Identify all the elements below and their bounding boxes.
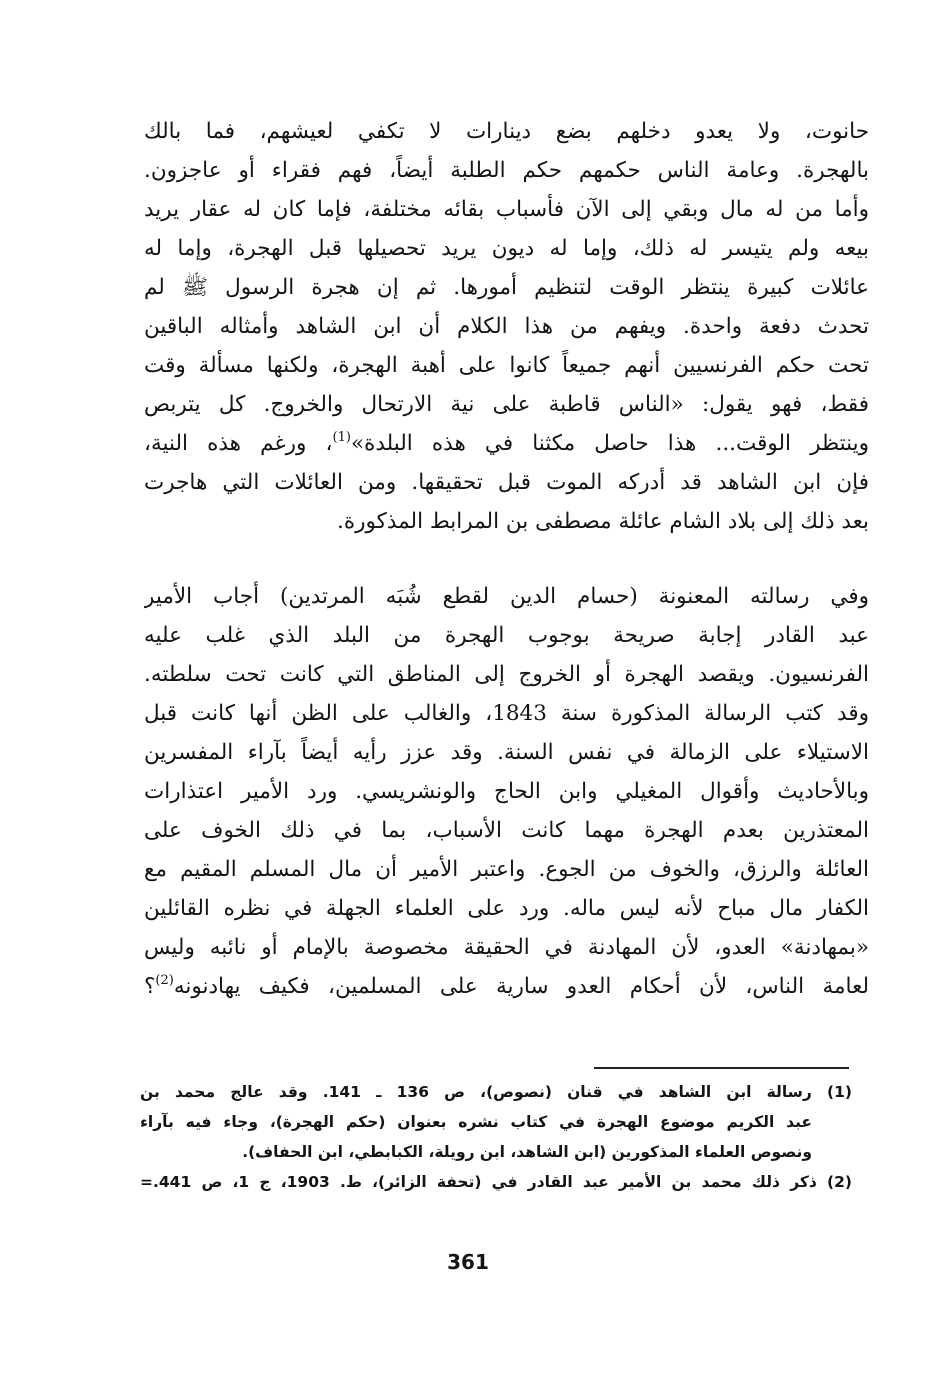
text-line: تحت حكم الفرنسيين أنهم جميعاً كانوا على أهبة الهجرة، ولكنها مسألة وقت [144, 353, 869, 378]
footnote-1-line: ونصوص العلماء المذكورين (ابن الشاهد، ابن رويلة، الكبابطي، ابن الحفاف). [242, 1143, 812, 1161]
footnote-ref-2: (2) [155, 973, 174, 988]
question-mark: ؟ [144, 974, 156, 999]
paragraph-2 [144, 577, 869, 1006]
page-number: 361 [447, 1250, 489, 1274]
text-line: تحدث دفعة واحدة. ويفهم من هذا الكلام أن ابن الشاهد وأمثاله الباقين [144, 314, 869, 339]
text-line: حانوت، ولا يعدو دخلهم بضع دينارات لا تكفي لعيشهم، فما بالك [144, 119, 869, 144]
text-line-with-footnote-ref [144, 424, 869, 463]
footnote-2-line: (2) ذكر ذلك محمد بن الأمير عبد القادر في (تحفة الزائر)، ط. 1903، ج 1، ص 441.= [140, 1173, 852, 1191]
text-line: المعتذرين بعدم الهجرة مهما كانت الأسباب، بما في ذلك الخوف على [144, 818, 869, 843]
text-line: وبالأحاديث وأقوال المغيلي وابن الحاج والونشريسي. ورد الأمير اعتذارات [144, 779, 869, 804]
text-line: وأما من له مال وبقي إلى الآن فأسباب بقائه مختلفة، فإما كان له عقار يريد [144, 197, 869, 222]
text-fragment: لعامة الناس، لأن أحكام العدو سارية على المسلمين، فكيف يهادنونه [173, 974, 869, 999]
text-line: عبد القادر إجابة صريحة بوجوب الهجرة من البلد الذي غلب عليه [144, 623, 869, 648]
text-fragment: وينتظر الوقت... هذا حاصل مكثنا في هذه البلدة» [350, 431, 869, 456]
text-line: بيعه ولم يتيسر له ذلك، وإما له ديون يريد تحصيلها قبل الهجرة، وإما له [144, 236, 869, 261]
footnote-separator [594, 1067, 849, 1069]
footnotes [140, 1077, 852, 1197]
text-line: وقد كتب الرسالة المذكورة سنة 1843، والغالب على الظن أنها كانت قبل [144, 701, 869, 726]
text-line: وفي رسالته المعنونة (حسام الدين لقطع شُبَه المرتدين) أجاب الأمير [144, 584, 869, 609]
text-line: فقط، فهو يقول: «الناس قاطبة على نية الارتحال والخروج. كل يتربص [144, 392, 869, 417]
text-line: العائلة والرزق، والخوف من الجوع. واعتبر الأمير أن مال المسلم المقيم مع [144, 857, 869, 882]
text-line: عائلات كبيرة ينتظر الوقت لتنظيم أمورها. ثم إن هجرة الرسول ﷺ لم [144, 275, 869, 300]
footnote-ref-1: (1) [332, 430, 351, 445]
text-line: «بمهادنة» العدو، لأن المهادنة في الحقيقة مخصوصة بالإمام أو نائبه وليس [144, 935, 869, 960]
text-line: الكفار مال مباح لأنه ليس ماله. ورد على العلماء الجهلة في نظره القائلين [144, 896, 869, 921]
text-fragment: ، ورغم هذه النية، [144, 431, 333, 456]
text-line: بعد ذلك إلى بلاد الشام عائلة مصطفى بن المرابط المذكورة. [337, 509, 869, 534]
main-text [144, 112, 869, 1006]
text-line: فإن ابن الشاهد قد أدركه الموت قبل تحقيقها. ومن العائلات التي هاجرت [144, 470, 869, 495]
text-line: الفرنسيون. ويقصد الهجرة أو الخروج إلى المناطق التي كانت تحت سلطته. [144, 662, 869, 687]
paragraph-1 [144, 112, 869, 541]
text-line: الاستيلاء على الزمالة في نفس السنة. وقد عزز رأيه أيضاً بآراء المفسرين [144, 740, 869, 765]
footnote-1-line: عبد الكريم موضوع الهجرة في كتاب نشره بعنوان (حكم الهجرة)، وجاء فيه بآراء [140, 1113, 812, 1131]
footnote-1-line: (1) رسالة ابن الشاهد في قنان (نصوص)، ص 136 ـ 141. وقد عالج محمد بن [140, 1083, 852, 1101]
text-line-with-footnote-ref [144, 967, 869, 1006]
text-line: بالهجرة. وعامة الناس حكمهم حكم الطلبة أيضاً، فهم فقراء أو عاجزون. [144, 158, 869, 183]
paragraph-gap [144, 541, 869, 577]
